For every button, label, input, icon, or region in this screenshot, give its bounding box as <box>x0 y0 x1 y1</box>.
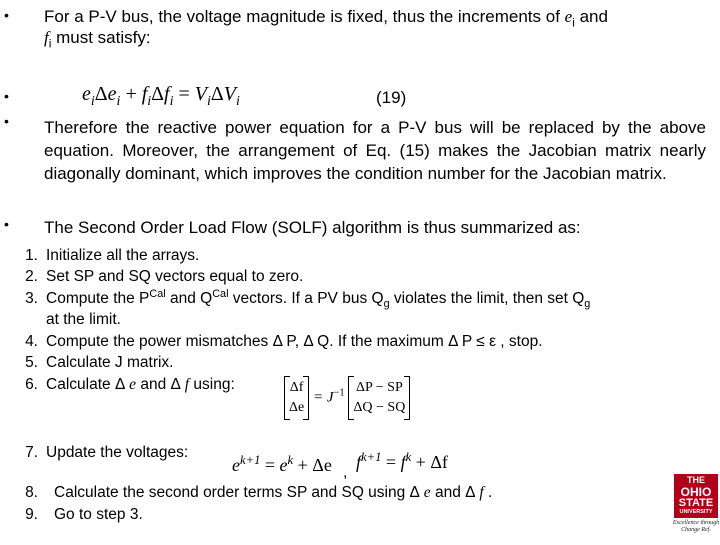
step-text: Calculate the second order terms SP and SQ using Δ e and Δ f . <box>54 484 493 501</box>
step-number: 1. <box>25 247 38 264</box>
step-text: Calculate J matrix. <box>46 354 174 371</box>
paragraph-reactive-power: Therefore the reactive power equation for a P-V bus will be replaced by the above equation. Moreover, the arrangement of Eq. (15) makes the Jacobian matrix nearly diagonally dominant, which improves the condition number for the Jacobian matrix. <box>44 118 706 183</box>
step-number: 9. <box>25 506 38 523</box>
step-text: Compute the $P^{Cal}$ and $Q^{Cal}$ vectors. If a PV bus $Q_g$ violates the limit, then set $Q_g$ <box>46 287 591 311</box>
step-number: 7. <box>25 444 38 461</box>
bullet-1: • <box>4 7 9 23</box>
step-number: 5. <box>25 354 38 371</box>
step-number: 3. <box>25 290 38 307</box>
step-text: Initialize all the arrays. <box>46 247 200 264</box>
step-text: Calculate Δ e and Δ f using: <box>46 376 235 393</box>
step-number: 8. <box>25 484 38 501</box>
update-separator: , <box>343 464 348 481</box>
paragraph-solf-summary: The Second Order Load Flow (SOLF) algorithm is thus summarized as: <box>44 218 581 237</box>
step-text: Update the voltages: <box>46 444 189 461</box>
step-text: Set SP and SQ vectors equal to zero. <box>46 268 304 285</box>
jacobian-equation: Δf Δe = $J^{-1}$ ΔP − SP ΔQ − SQ <box>284 376 410 420</box>
bullet-3: • <box>4 113 9 129</box>
bullet-4: • <box>4 216 9 232</box>
bullet-2: • <box>4 88 9 104</box>
rhs-vector: ΔP − SP ΔQ − SQ <box>348 376 410 420</box>
paragraph-pv-bus: For a P-V bus, the voltage magnitude is fixed, thus the increments of $e_i$ and $f_i$ must satisfy: <box>44 7 608 51</box>
step-number: 6. <box>25 376 38 393</box>
equation-19-label: (19) <box>376 88 407 107</box>
equation-19: $e_i\Delta e_i + f_i\Delta f_i = V_i\Delta V_i$ <box>82 83 240 109</box>
step-text: Compute the power mismatches Δ P, Δ Q. If the maximum Δ P ≤ ε , stop. <box>46 333 543 350</box>
step-text: Go to step 3. <box>54 506 143 523</box>
step-number: 2. <box>25 268 38 285</box>
update-f-equation: $f^{k+1} = f^k + \Delta f$ <box>356 450 448 472</box>
university-logo: THE OHIO STATE UNIVERSITY <box>674 474 718 518</box>
logo-caption: Excellence through Change Ref. <box>672 520 720 533</box>
step-number: 4. <box>25 333 38 350</box>
step-text: at the limit. <box>46 311 121 328</box>
lhs-vector: Δf Δe <box>284 376 309 420</box>
update-e-equation: $e^{k+1} = e^k + \Delta e$ <box>232 453 332 475</box>
